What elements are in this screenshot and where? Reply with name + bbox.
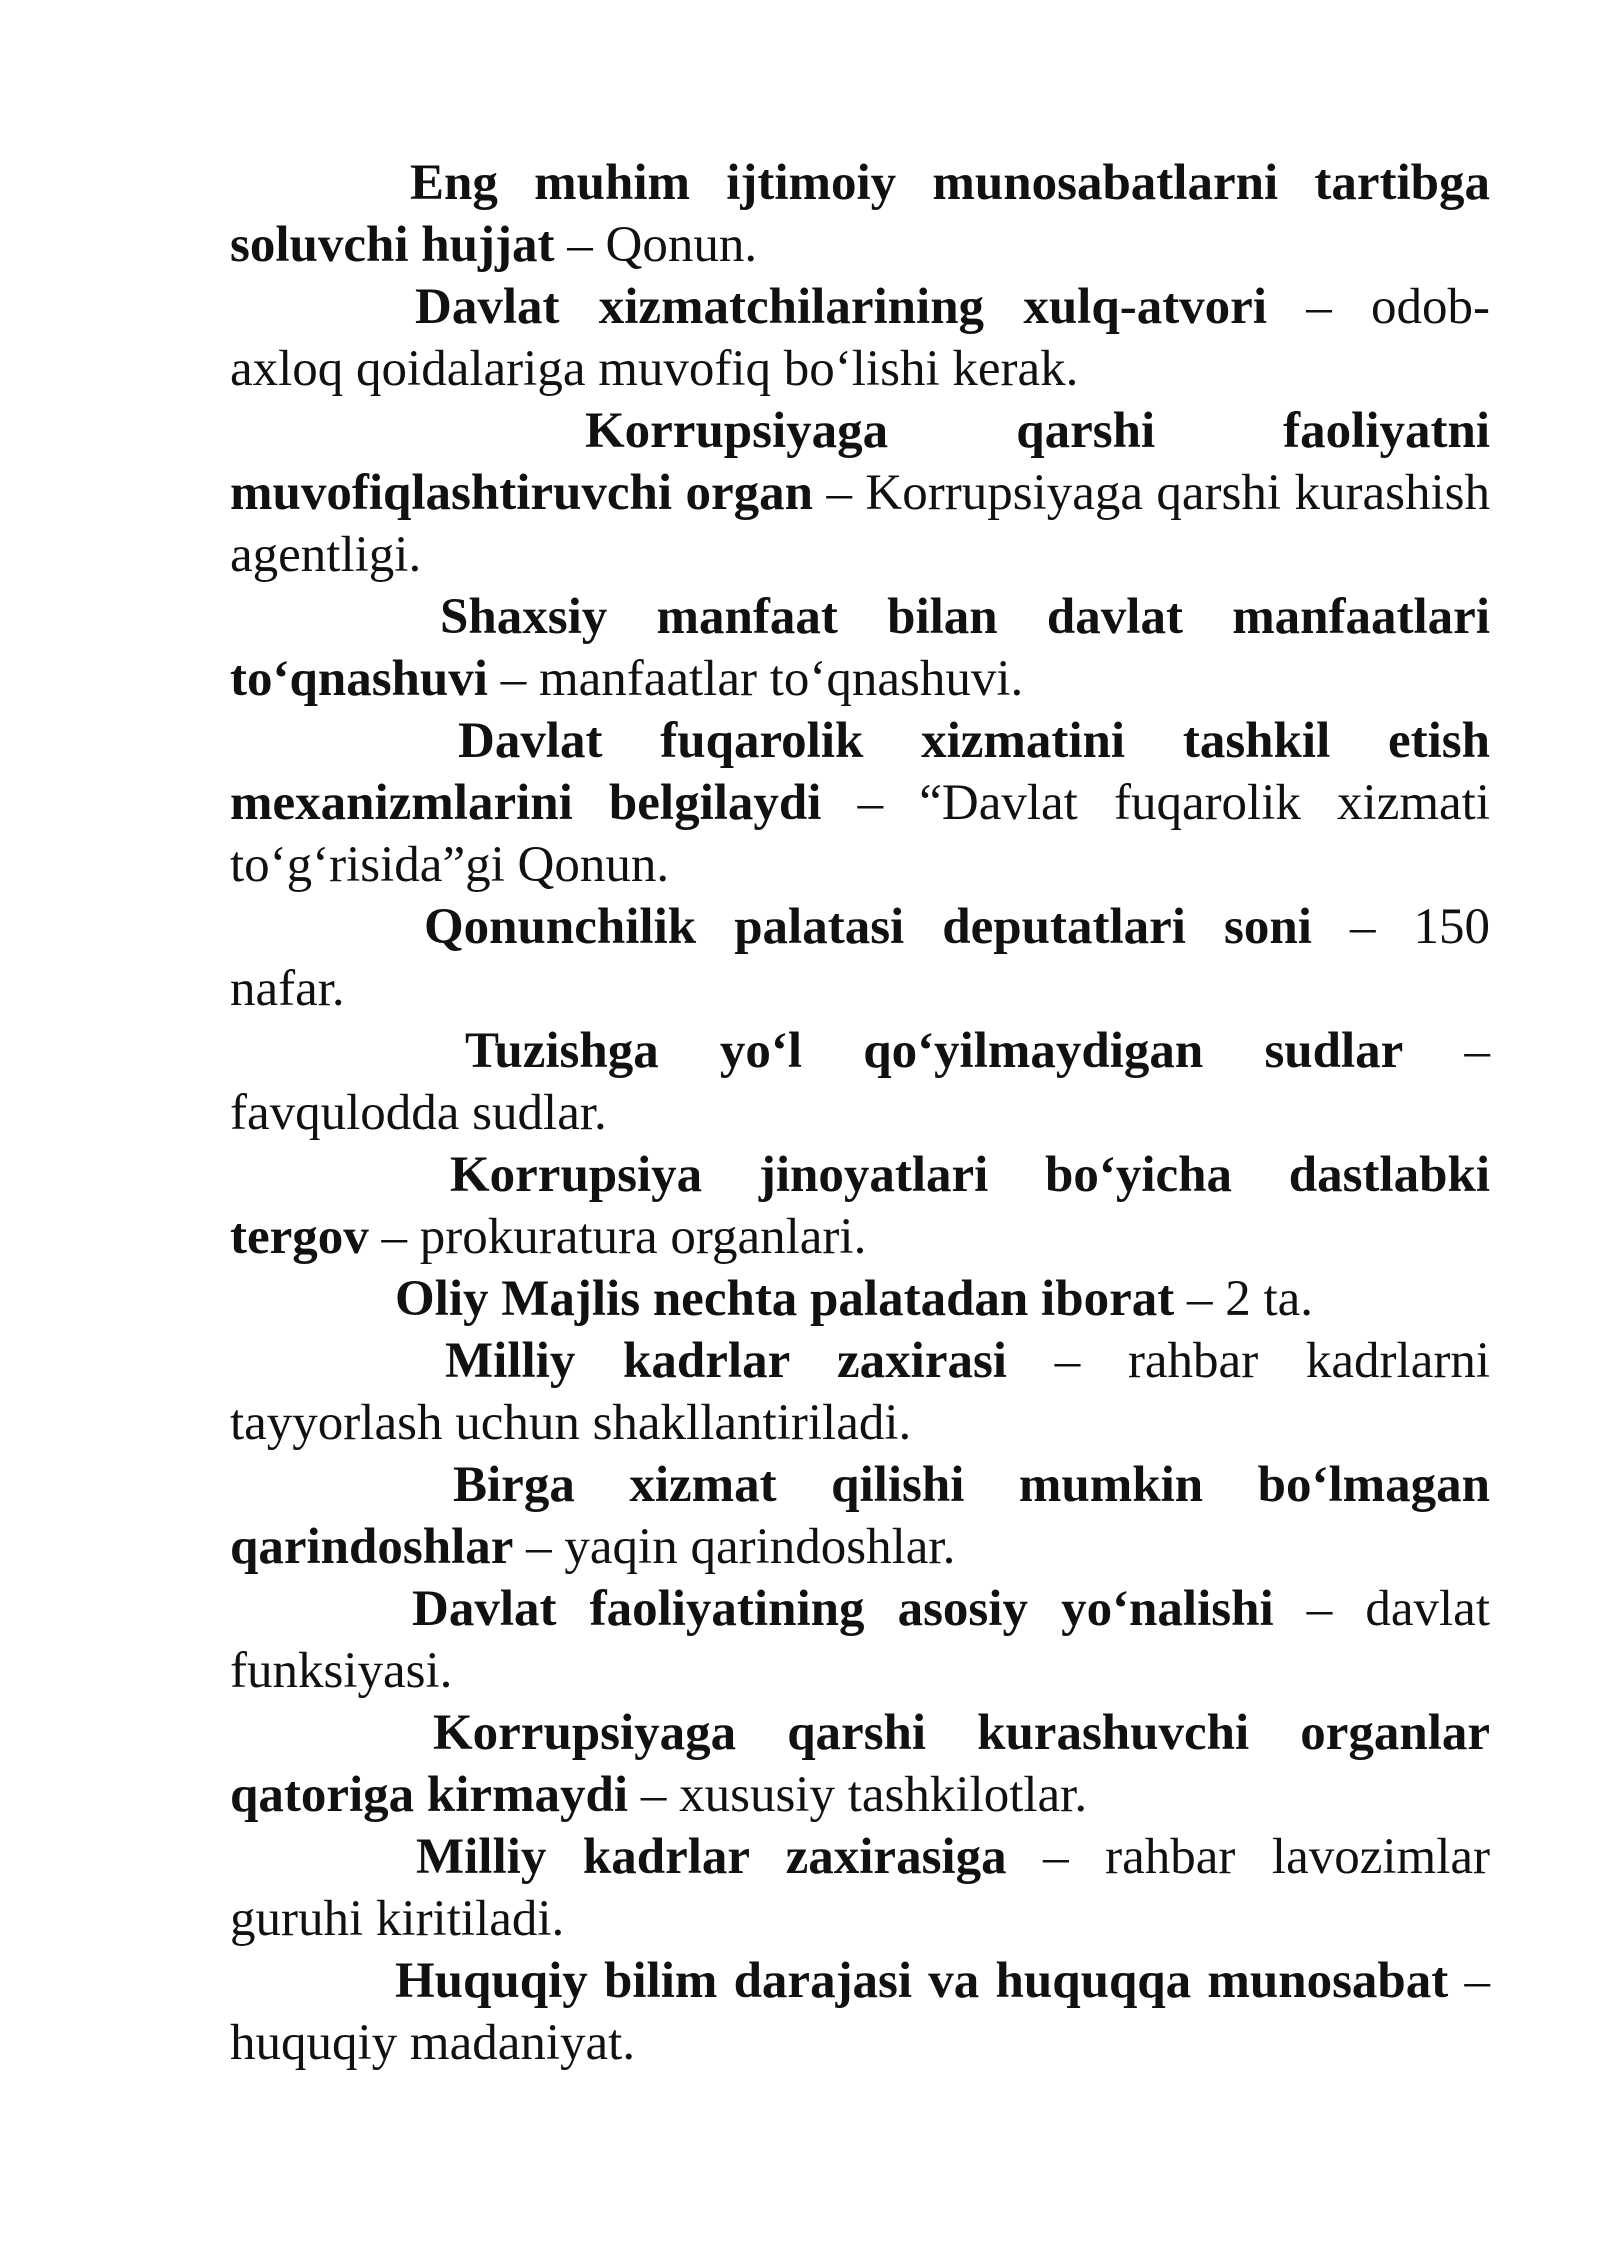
entry-term: Milliy kadrlar zaxirasiga bbox=[416, 1829, 1007, 1885]
qa-entry bbox=[230, 1454, 1490, 1578]
entry-answer: – rahbar lavozimlar guruhi kiritiladi. bbox=[230, 1829, 1490, 1947]
qa-entry bbox=[230, 152, 1490, 276]
entry-answer: – davlat funksiyasi. bbox=[230, 1581, 1490, 1699]
entry-term: Tuzishga yo‘l qo‘yilmaydigan sudlar bbox=[465, 1023, 1404, 1079]
entry-term: Davlat fuqarolik xizmatini tashkil etish mexanizmlarini belgilaydi bbox=[230, 713, 1490, 831]
entry-answer: – odob-axloq qoidalariga muvofiq bo‘lishi kerak. bbox=[230, 279, 1491, 397]
entry-term: Birga xizmat qilishi mumkin bo‘lmagan qarindoshlar bbox=[230, 1457, 1490, 1575]
qa-entry bbox=[230, 896, 1490, 1020]
entry-term: Korrupsiyaga qarshi faoliyatni muvofiqlashtiruvchi organ bbox=[230, 403, 1490, 521]
entry-answer: – manfaatlar to‘qnashuvi. bbox=[487, 651, 1024, 707]
qa-entry bbox=[230, 1020, 1490, 1144]
entry-term: Milliy kadrlar zaxirasi bbox=[445, 1333, 1007, 1389]
entry-answer: – yaqin qarindoshlar. bbox=[513, 1519, 956, 1575]
entry-answer: – xususiy tashkilotlar. bbox=[628, 1767, 1088, 1823]
entry-answer: – Qonun. bbox=[554, 217, 758, 273]
entry-answer: – prokuratura organlari. bbox=[368, 1209, 867, 1265]
entry-answer: – “Davlat fuqarolik xizmati to‘g‘risida”gi Qonun. bbox=[230, 775, 1490, 893]
entry-term: Huquqiy bilim darajasi va huquqqa munosabat bbox=[395, 1953, 1449, 2009]
entry-term: Oliy Majlis nechta palatadan iborat bbox=[395, 1271, 1175, 1327]
entry-term: Korrupsiya jinoyatlari bo‘yicha dastlabki tergov bbox=[230, 1147, 1490, 1265]
qa-entry bbox=[230, 1950, 1490, 2074]
entry-answer: – favqulodda sudlar. bbox=[230, 1023, 1490, 1141]
entry-term: Davlat xizmatchilarining xulq-atvori bbox=[415, 279, 1267, 335]
qa-entry bbox=[230, 1268, 1490, 1330]
entry-term: Davlat faoliyatining asosiy yo‘nalishi bbox=[412, 1581, 1274, 1637]
entry-term: Korrupsiyaga qarshi kurashuvchi organlar qatoriga kirmaydi bbox=[230, 1705, 1490, 1823]
qa-entry bbox=[230, 1826, 1490, 1950]
qa-entry bbox=[230, 276, 1490, 400]
entry-term: Shaxsiy manfaat bilan davlat manfaatlari to‘qnashuvi bbox=[230, 589, 1490, 707]
entry-term: Qonunchilik palatasi deputatlari soni bbox=[424, 899, 1312, 955]
qa-entry bbox=[230, 1578, 1490, 1702]
qa-entry bbox=[230, 1330, 1490, 1454]
entry-answer: – 2 ta. bbox=[1174, 1271, 1314, 1327]
qa-entry bbox=[230, 1702, 1490, 1826]
document-body bbox=[230, 152, 1490, 2074]
qa-entry bbox=[230, 710, 1490, 896]
entry-answer: – 150 nafar. bbox=[230, 899, 1491, 1017]
qa-entry bbox=[230, 586, 1490, 710]
entry-answer: – rahbar kadrlarni tayyorlash uchun shakllantiriladi. bbox=[230, 1333, 1490, 1451]
entry-answer: – huquqiy madaniyat. bbox=[230, 1953, 1490, 2071]
entry-answer: – Korrupsiyaga qarshi kurashish agentligi. bbox=[230, 465, 1490, 583]
qa-entry bbox=[230, 400, 1490, 586]
qa-entry bbox=[230, 1144, 1490, 1268]
entry-term: Eng muhim ijtimoiy munosabatlarni tartibga soluvchi hujjat bbox=[230, 155, 1490, 273]
